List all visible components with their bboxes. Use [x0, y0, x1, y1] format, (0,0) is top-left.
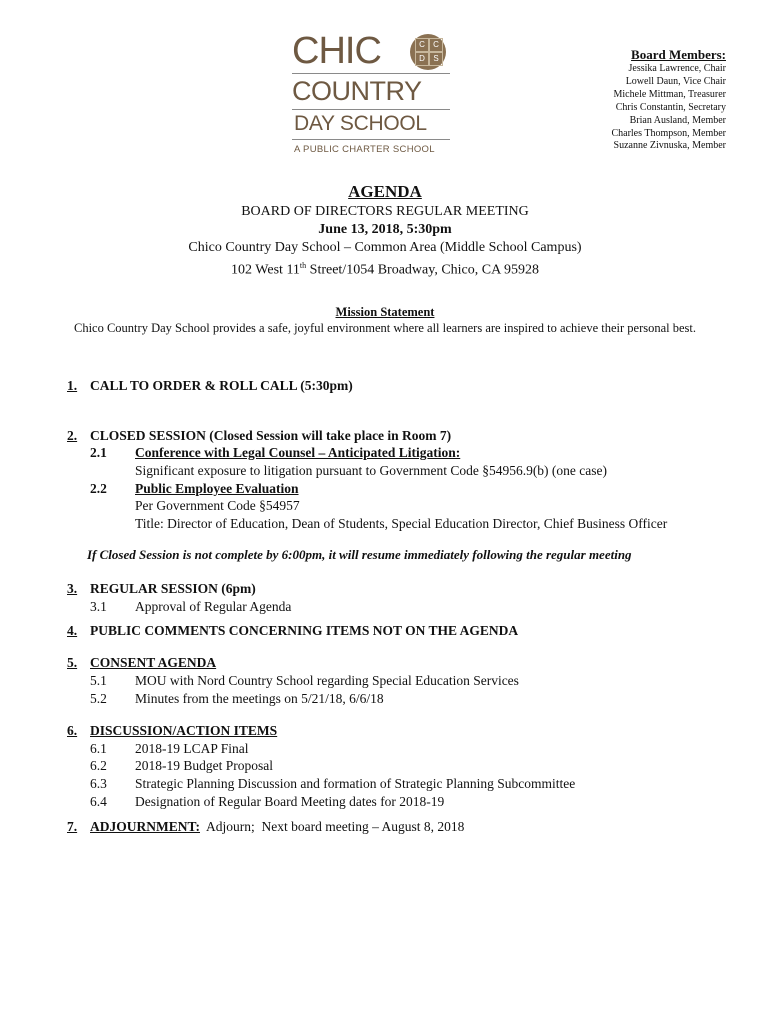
meeting-address	[0, 257, 770, 279]
subitem-title: Approval of Regular Agenda	[135, 599, 292, 614]
agenda-title: AGENDA	[348, 182, 422, 201]
board-member: Brian Ausland, Member	[629, 114, 726, 126]
board-member: Michele Mittman, Treasurer	[613, 88, 726, 100]
item-number: 7.	[67, 819, 78, 834]
item-title: REGULAR SESSION (6pm)	[90, 581, 256, 596]
adjournment-text: Adjourn; Next board meeting – August 8, 2018	[200, 819, 465, 834]
subitem-title: MOU with Nord Country School regarding Special Education Services	[135, 673, 519, 688]
meeting-location: Chico Country Day School – Common Area (Middle School Campus)	[188, 240, 582, 255]
logo-tagline: A PUBLIC CHARTER SCHOOL	[294, 144, 435, 155]
adjournment-label: ADJOURNMENT:	[90, 819, 200, 834]
subitem-number: 3.1	[90, 599, 107, 614]
logo-chico-text: CHIC	[292, 30, 381, 72]
subitem-number: 5.2	[90, 691, 107, 706]
item-number: 3.	[67, 581, 78, 596]
seal-letter: D	[415, 52, 429, 66]
address-superscript: th	[299, 261, 307, 270]
item-title: CLOSED SESSION (Closed Session will take place in Room 7)	[90, 428, 452, 443]
closed-session-note: If Closed Session is not complete by 6:00pm, it will resume immediately following the regular meeting	[87, 547, 632, 562]
subitem-number: 6.2	[90, 758, 107, 773]
item-number: 5.	[67, 655, 78, 670]
item-number: 1.	[67, 378, 78, 393]
meeting-name: BOARD OF DIRECTORS REGULAR MEETING	[241, 204, 529, 219]
logo-country-text: COUNTRY	[292, 76, 422, 106]
mission-text: Chico Country Day School provides a safe, joyful environment where all learners are inspired to achieve their personal best.	[73, 321, 697, 335]
mission-heading: Mission Statement	[335, 305, 435, 319]
logo-ccds-seal	[410, 34, 446, 70]
subitem-number: 5.1	[90, 673, 107, 688]
seal-letter: C	[429, 38, 443, 52]
subitem-title: 2018-19 Budget Proposal	[135, 758, 273, 773]
board-member: Suzanne Zivnuska, Member	[613, 140, 726, 152]
subitem-text: Per Government Code §54957	[135, 498, 300, 513]
meeting-date: June 13, 2018, 5:30pm	[318, 222, 452, 237]
logo-day-school-text: DAY SCHOOL	[294, 112, 427, 135]
subitem-number: 6.3	[90, 776, 107, 791]
adjournment-line	[90, 818, 464, 835]
item-number: 2.	[67, 428, 78, 443]
board-member: Chris Constantin, Secretary	[615, 101, 726, 113]
seal-letter: C	[415, 38, 429, 52]
subitem-number: 6.4	[90, 794, 107, 809]
subitem-number: 2.1	[90, 445, 107, 460]
item-title: PUBLIC COMMENTS CONCERNING ITEMS NOT ON THE AGENDA	[90, 623, 519, 638]
item-title: CONSENT AGENDA	[90, 655, 217, 670]
subitem-number: 6.1	[90, 741, 107, 756]
subitem-title: Public Employee Evaluation	[135, 481, 299, 496]
subitem-title: Minutes from the meetings on 5/21/18, 6/6/18	[135, 691, 384, 706]
subitem-text: Title: Director of Education, Dean of Students, Special Education Director, Chief Business Officer	[135, 516, 668, 531]
board-members-block	[526, 46, 726, 153]
logo-rule	[292, 139, 450, 140]
board-heading: Board Members:	[631, 47, 726, 62]
seal-letter: S	[429, 52, 443, 66]
logo-rule	[292, 73, 450, 74]
address-part: 102 West 11	[231, 262, 300, 278]
item-title: CALL TO ORDER & ROLL CALL (5:30pm)	[90, 378, 353, 393]
subitem-number: 2.2	[90, 481, 107, 496]
item-title: DISCUSSION/ACTION ITEMS	[90, 723, 278, 738]
board-member: Lowell Daun, Vice Chair	[625, 75, 726, 87]
school-logo	[292, 32, 454, 156]
subitem-title: 2018-19 LCAP Final	[135, 741, 249, 756]
subitem-title: Designation of Regular Board Meeting dates for 2018-19	[135, 794, 445, 809]
subitem-title: Strategic Planning Discussion and formation of Strategic Planning Subcommittee	[135, 776, 576, 791]
item-number: 6.	[67, 723, 78, 738]
subitem-text: Significant exposure to litigation pursuant to Government Code §54956.9(b) (one case)	[135, 463, 608, 478]
address-part: Street/1054 Broadway, Chico, CA 95928	[306, 262, 539, 278]
item-number: 4.	[67, 623, 78, 638]
subitem-title: Conference with Legal Counsel – Anticipated Litigation:	[135, 445, 461, 460]
board-member: Jessika Lawrence, Chair	[628, 63, 726, 74]
board-member: Charles Thompson, Member	[611, 127, 726, 139]
logo-rule	[292, 109, 450, 110]
